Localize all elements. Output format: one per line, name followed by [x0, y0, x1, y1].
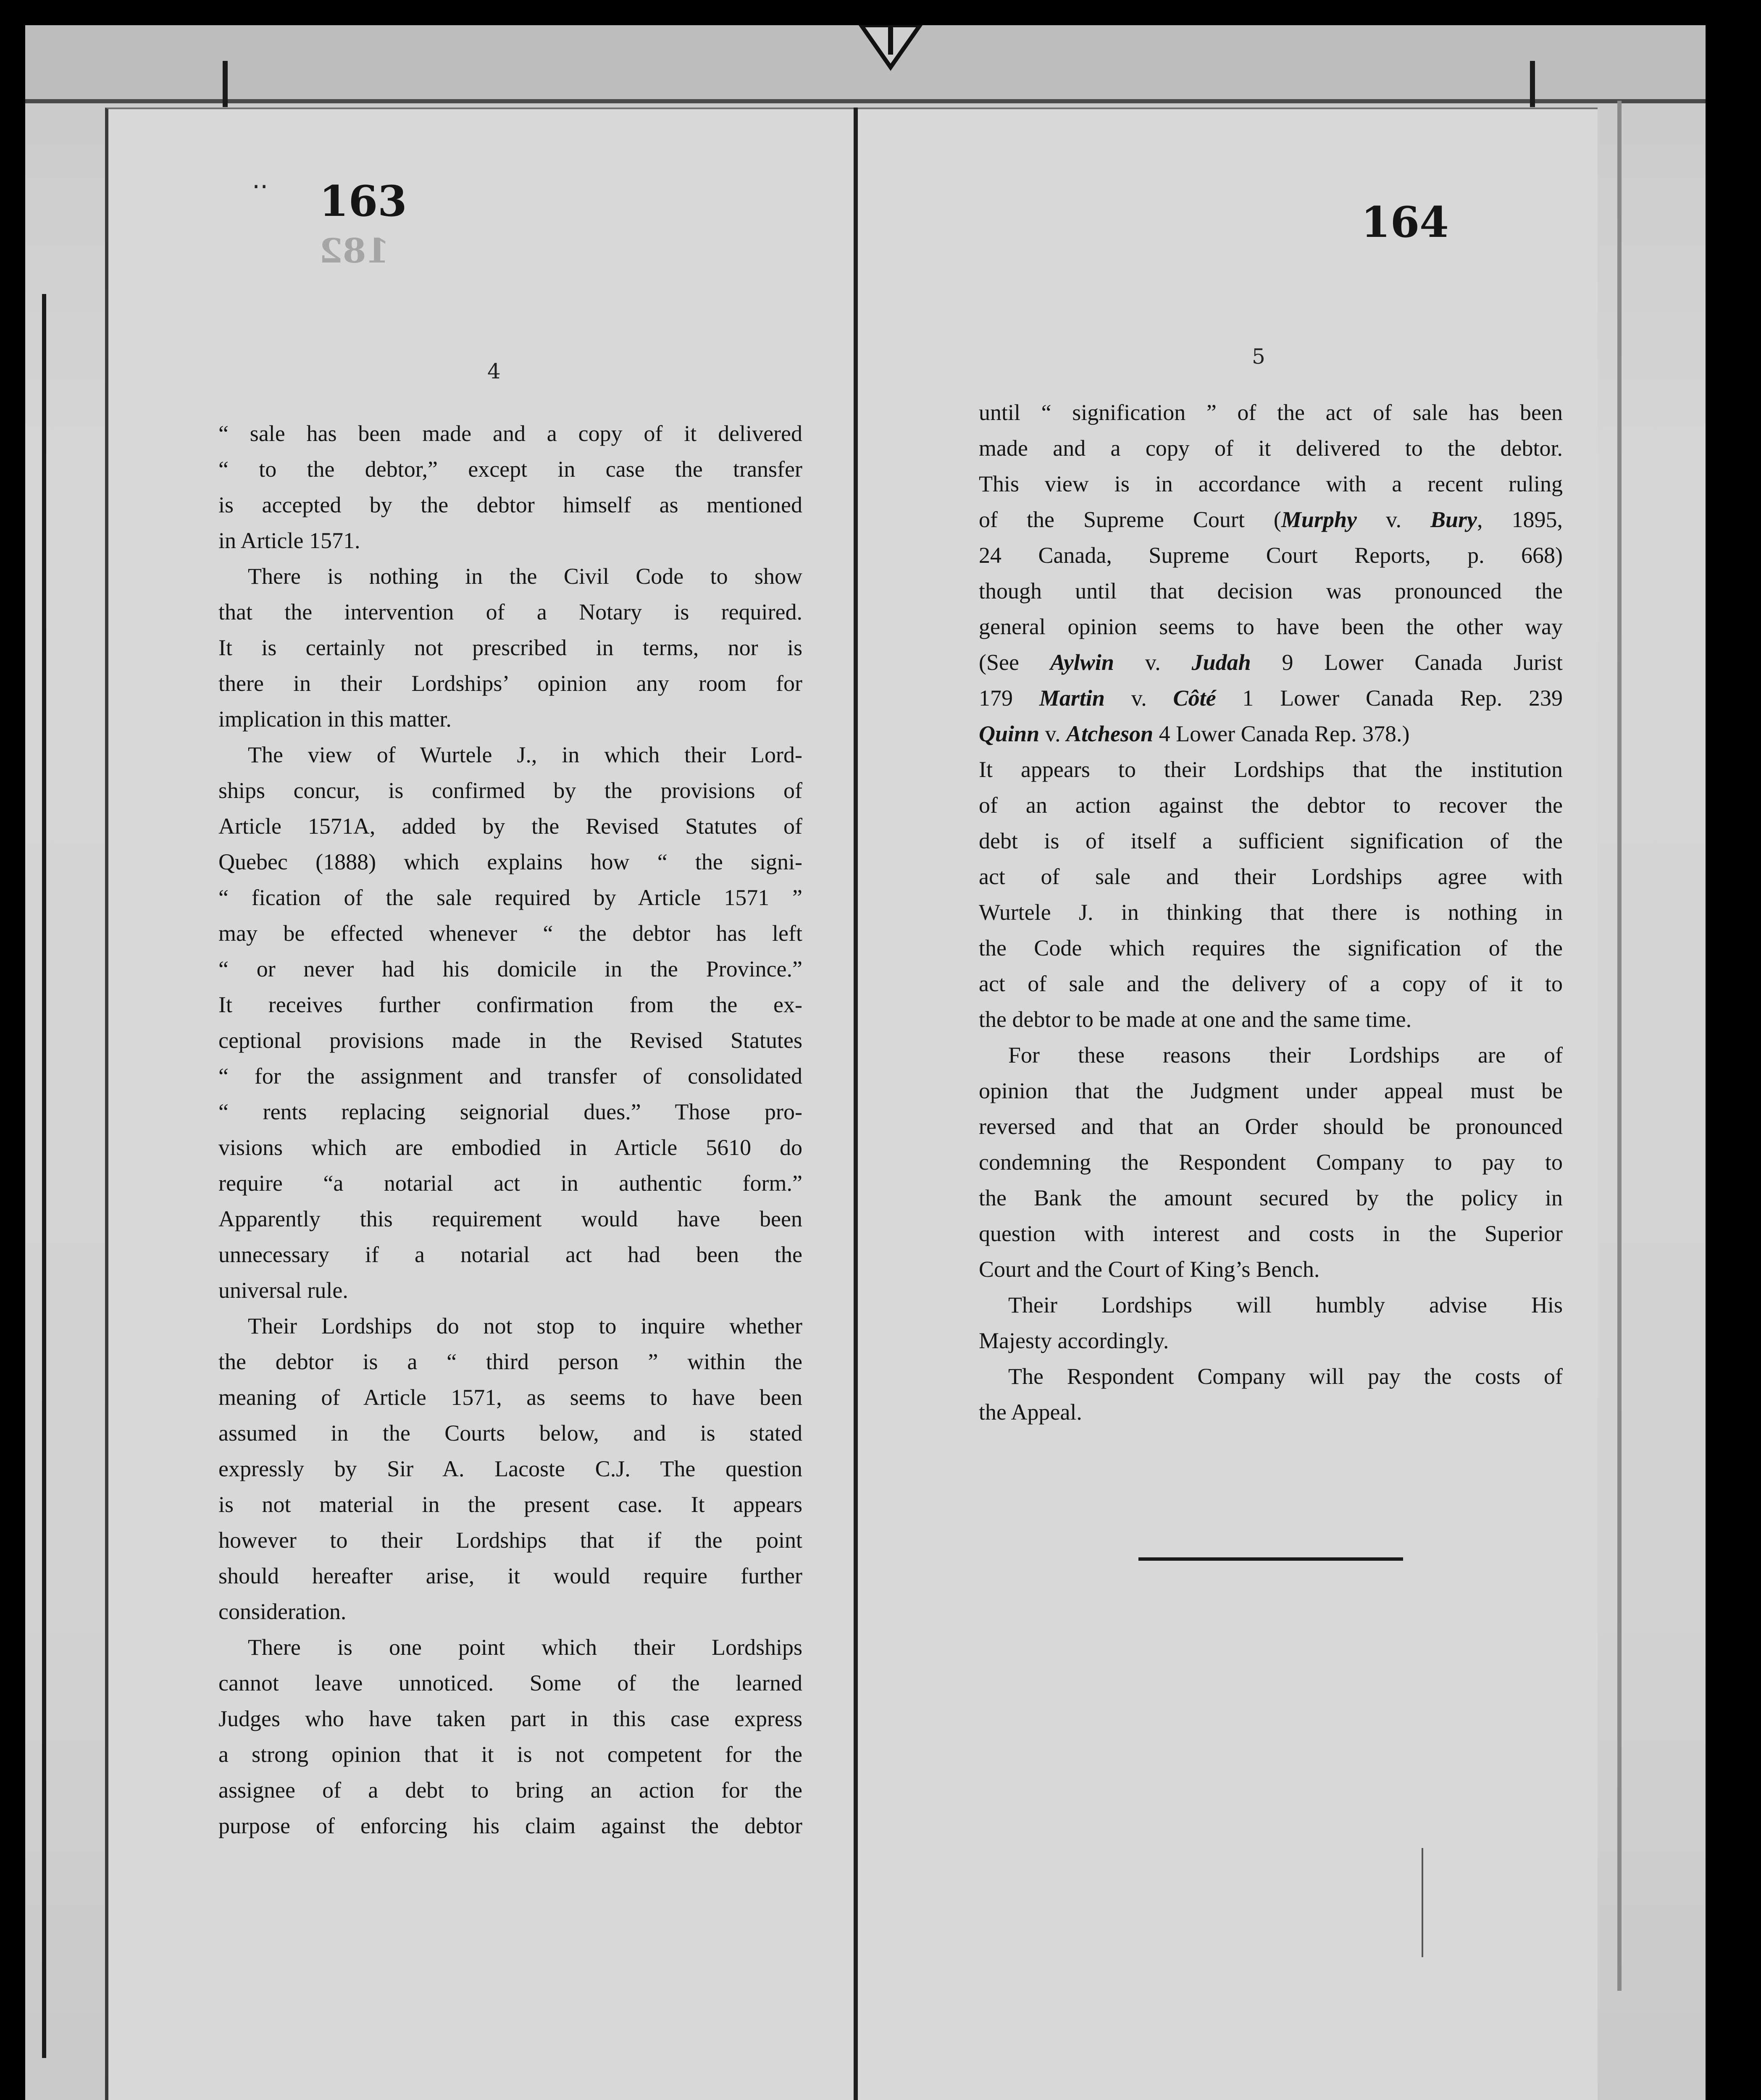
- right-text-line: made and a copy of it delivered to the debtor.: [979, 436, 1563, 461]
- left-text-line: expressly by Sir A. Lacoste C.J. The question: [218, 1456, 802, 1481]
- left-text-line: visions which are embodied in Article 5610 do: [218, 1135, 802, 1160]
- left-text-line: Apparently this requirement would have been: [218, 1206, 802, 1231]
- left-folio: 4: [487, 359, 501, 383]
- case-name: Atcheson: [1066, 721, 1154, 746]
- case-name: Martin: [1039, 685, 1105, 711]
- right-text-line: 24 Canada, Supreme Court Reports, p. 668): [979, 543, 1563, 568]
- right-text-line: act of sale and their Lordships agree with: [979, 864, 1563, 889]
- left-text-line: Quebec (1888) which explains how “ the signi-: [218, 849, 802, 874]
- right-text-line: Majesty accordingly.: [979, 1328, 1169, 1353]
- left-text-line: There is nothing in the Civil Code to show: [248, 564, 802, 589]
- left-page-text: [218, 416, 802, 1844]
- margin-dots: ··: [252, 172, 268, 202]
- case-name: Aylwin: [1050, 650, 1114, 675]
- left-text-line: Their Lordships do not stop to inquire whether: [248, 1313, 802, 1339]
- left-text-line: require “a notarial act in authentic form.”: [218, 1171, 802, 1196]
- right-text-line: opinion that the Judgment under appeal must be: [979, 1078, 1563, 1103]
- right-text-line: [979, 716, 1563, 752]
- right-text-line: This view is in accordance with a recent ruling: [979, 471, 1563, 496]
- left-text-line: unnecessary if a notarial act had been the: [218, 1242, 802, 1267]
- right-folio: 5: [1252, 344, 1265, 369]
- citation-text: v.: [1114, 650, 1192, 675]
- left-text-line: “ rents replacing seignorial dues.” Those pro-: [218, 1099, 802, 1124]
- left-text-line: a strong opinion that it is not competent for the: [218, 1742, 802, 1767]
- left-text-line: there in their Lordships’ opinion any room for: [218, 671, 802, 696]
- left-text-line: is accepted by the debtor himself as mentioned: [218, 492, 802, 517]
- right-text-line: [979, 645, 1563, 680]
- left-text-line: “ fication of the sale required by Article 1571 ”: [218, 885, 802, 910]
- left-ghost-number: 182: [319, 231, 389, 270]
- right-text-line: the Appeal.: [979, 1399, 1082, 1425]
- right-text-line: question with interest and costs in the Superior: [979, 1221, 1563, 1246]
- left-text-line: universal rule.: [218, 1278, 348, 1303]
- left-text-line: “ sale has been made and a copy of it delivered: [218, 421, 802, 446]
- right-page-text: [979, 395, 1563, 1430]
- right-text-line: Their Lordships will humbly advise His: [1008, 1292, 1563, 1318]
- right-text-line: of an action against the debtor to recover the: [979, 793, 1563, 818]
- citation-text: (See: [979, 650, 1050, 675]
- left-text-line: is not material in the present case. It appears: [218, 1492, 802, 1517]
- right-text-line: until “ signification ” of the act of sale has been: [979, 400, 1563, 425]
- left-text-line: Article 1571A, added by the Revised Statutes of: [218, 814, 802, 839]
- case-name: Bury: [1430, 507, 1477, 532]
- citation-text: 1 Lower Canada Rep. 239: [1216, 685, 1563, 711]
- frame-notch-icon: [857, 25, 924, 71]
- case-name: Quinn: [979, 721, 1040, 746]
- case-name: Côté: [1173, 685, 1216, 711]
- left-text-line: however to their Lordships that if the point: [218, 1528, 802, 1553]
- left-text-line: in Article 1571.: [218, 528, 360, 553]
- left-text-line: Judges who have taken part in this case express: [218, 1706, 802, 1731]
- right-page-number: 164: [1361, 197, 1449, 247]
- left-margin-rule: [42, 294, 46, 2058]
- page-gutter: [854, 108, 858, 2100]
- left-text-line: “ for the assignment and transfer of consolidated: [218, 1063, 802, 1089]
- citation-text: v.: [1039, 721, 1067, 746]
- left-text-line: the debtor is a “ third person ” within the: [218, 1349, 802, 1374]
- case-name: Judah: [1191, 650, 1251, 675]
- right-text-line: though until that decision was pronounced the: [979, 578, 1563, 604]
- left-text-line: There is one point which their Lordships: [248, 1635, 802, 1660]
- citation-text: 9 Lower Canada Jurist: [1251, 650, 1563, 675]
- citation-text: 4 Lower Canada Rep. 378.): [1153, 721, 1410, 746]
- left-text-line: assumed in the Courts below, and is stated: [218, 1420, 802, 1446]
- right-text-line: It appears to their Lordships that the institution: [979, 757, 1563, 782]
- left-text-line: meaning of Article 1571, as seems to have been: [218, 1385, 802, 1410]
- left-text-line: consideration.: [218, 1599, 347, 1624]
- right-text-line: reversed and that an Order should be pronounced: [979, 1114, 1563, 1139]
- left-text-line: “ to the debtor,” except in case the transfer: [218, 457, 802, 482]
- citation-text: , 1895,: [1477, 507, 1563, 532]
- right-text-line: condemning the Respondent Company to pay to: [979, 1150, 1563, 1175]
- right-text-line: Wurtele J. in thinking that there is nothing in: [979, 900, 1563, 925]
- right-text-line: act of sale and the delivery of a copy of it to: [979, 971, 1563, 996]
- case-name: Murphy: [1281, 507, 1357, 532]
- end-of-text-rule: [1138, 1557, 1403, 1561]
- citation-text: v.: [1104, 685, 1173, 711]
- left-text-line: It is certainly not prescribed in terms, nor is: [218, 635, 802, 660]
- citation-text: of the Supreme Court (: [979, 507, 1281, 532]
- left-text-line: purpose of enforcing his claim against the debtor: [218, 1813, 802, 1838]
- right-text-line: [979, 680, 1563, 716]
- citation-text: v.: [1356, 507, 1430, 532]
- right-text-line: the Bank the amount secured by the policy in: [979, 1185, 1563, 1210]
- left-text-line: ships concur, is confirmed by the provisions of: [218, 778, 802, 803]
- right-text-line: debt is of itself a sufficient signification of the: [979, 828, 1563, 853]
- left-text-line: ceptional provisions made in the Revised Statutes: [218, 1028, 802, 1053]
- left-text-line: “ or never had his domicile in the Province.”: [218, 956, 802, 982]
- left-text-line: cannot leave unnoticed. Some of the learned: [218, 1670, 802, 1696]
- left-text-line: that the intervention of a Notary is required.: [218, 599, 802, 625]
- right-text-line: the Code which requires the signification of the: [979, 935, 1563, 961]
- stray-mark: [1422, 1848, 1423, 1957]
- right-text-line: Court and the Court of King’s Bench.: [979, 1257, 1320, 1282]
- sheet-edge: [1617, 101, 1622, 1991]
- right-text-line: [979, 502, 1563, 538]
- left-text-line: The view of Wurtele J., in which their Lord-: [248, 742, 802, 767]
- left-text-line: implication in this matter.: [218, 706, 452, 732]
- frame-tick-left: [223, 61, 228, 107]
- left-text-line: It receives further confirmation from the ex-: [218, 992, 802, 1017]
- left-text-line: assignee of a debt to bring an action for the: [218, 1777, 802, 1803]
- left-text-line: may be effected whenever “ the debtor has left: [218, 921, 802, 946]
- right-text-line: For these reasons their Lordships are of: [1008, 1042, 1563, 1068]
- right-text-line: The Respondent Company will pay the costs of: [1008, 1364, 1563, 1389]
- citation-text: 179: [979, 685, 1039, 711]
- left-page-number: 163: [319, 176, 407, 226]
- right-text-line: general opinion seems to have been the other way: [979, 614, 1563, 639]
- left-text-line: should hereafter arise, it would require further: [218, 1563, 802, 1588]
- frame-tick-right: [1530, 61, 1535, 107]
- right-text-line: the debtor to be made at one and the same time.: [979, 1007, 1412, 1032]
